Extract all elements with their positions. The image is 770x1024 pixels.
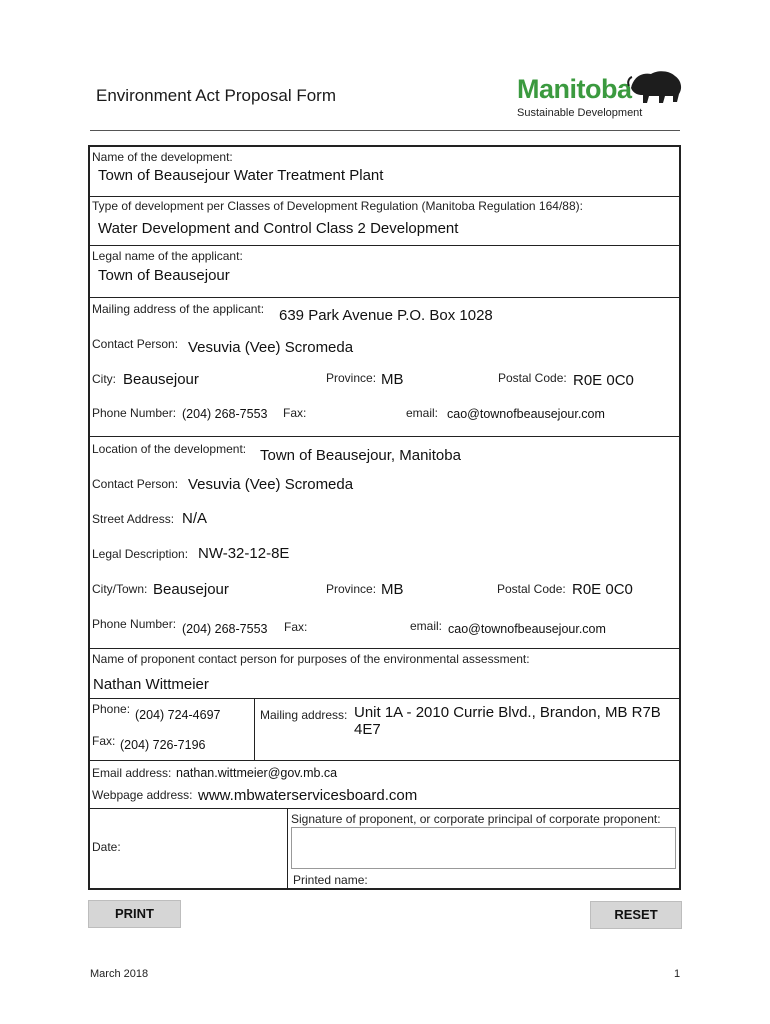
printed-name-label: Printed name: [293,873,368,887]
location-email-label: email: [410,619,443,633]
applicant-mailing-field[interactable]: 639 Park Avenue P.O. Box 1028 [279,307,493,324]
location-province-label: Province: [326,582,377,596]
location-province-field[interactable]: MB [381,581,404,598]
location-city-label: City/Town: [92,582,148,596]
divider [89,245,680,246]
applicant-legal-name-label: Legal name of the applicant: [92,249,243,263]
proponent-phone-field[interactable]: (204) 724-4697 [135,708,221,722]
page-title: Environment Act Proposal Form [96,86,336,105]
footer-date: March 2018 [90,968,149,980]
applicant-phone-label: Phone Number: [92,406,177,420]
location-phone-label: Phone Number: [92,617,177,631]
location-postal-label: Postal Code: [497,582,566,596]
development-type-field[interactable]: Water Development and Control Class 2 Development [98,220,459,237]
applicant-mailing-label: Mailing address of the applicant: [92,302,265,316]
print-button[interactable]: PRINT [88,900,181,928]
location-email-field[interactable]: cao@townofbeausejour.com [448,622,606,636]
development-name-label: Name of the development: [92,150,233,164]
proponent-phone-label: Phone: [92,702,131,716]
title-divider [90,130,680,131]
applicant-legal-name-field[interactable]: Town of Beausejour [98,267,230,284]
signature-label: Signature of proponent, or corporate principal of corporate proponent: [291,812,661,826]
proponent-email-field[interactable]: nathan.wittmeier@gov.mb.ca [176,766,338,780]
applicant-contact-label: Contact Person: [92,337,179,351]
applicant-postal-label: Postal Code: [498,371,567,385]
proponent-fax-label: Fax: [92,734,116,748]
location-postal-field[interactable]: R0E 0C0 [572,581,633,598]
applicant-email-label: email: [406,406,439,420]
proponent-email-label: Email address: [92,766,172,780]
logo-wordmark: Manitoba [517,74,632,104]
street-address-field[interactable]: N/A [182,510,208,527]
location-label: Location of the development: [92,442,247,456]
legal-description-label: Legal Description: [92,547,189,561]
development-type-label: Type of development per Classes of Development Regulation (Manitoba Regulation 164/88): [92,199,583,213]
reset-button[interactable]: RESET [590,901,682,929]
signature-field[interactable] [291,827,676,869]
column-divider [254,698,255,760]
applicant-city-label: City: [92,372,116,386]
applicant-province-field[interactable]: MB [381,371,404,388]
applicant-province-label: Province: [326,371,377,385]
legal-description-field[interactable]: NW-32-12-8E [198,545,290,562]
street-address-label: Street Address: [92,512,175,526]
manitoba-logo [515,66,685,122]
applicant-phone-field[interactable]: (204) 268-7553 [182,407,268,421]
proponent-mailing-field-line2[interactable]: 4E7 [354,721,381,738]
proponent-web-label: Webpage address: [92,788,193,802]
location-city-field[interactable]: Beausejour [153,581,229,598]
proponent-name-label: Name of proponent contact person for purposes of the environmental assessment: [92,652,530,666]
proponent-name-field[interactable]: Nathan Wittmeier [93,676,209,693]
proponent-fax-field[interactable]: (204) 726-7196 [120,738,206,752]
divider [89,648,680,649]
location-phone-field[interactable]: (204) 268-7553 [182,622,268,636]
bison-icon [627,68,685,106]
location-contact-field[interactable]: Vesuvia (Vee) Scromeda [188,476,354,493]
location-fax-label: Fax: [284,620,308,634]
proponent-web-field[interactable]: www.mbwaterservicesboard.com [198,787,418,804]
location-field[interactable]: Town of Beausejour, Manitoba [260,447,461,464]
applicant-email-field[interactable]: cao@townofbeausejour.com [447,407,605,421]
divider [89,436,680,437]
development-name-field[interactable]: Town of Beausejour Water Treatment Plant [98,167,384,184]
divider [89,698,680,699]
divider [89,760,680,761]
proponent-mailing-label: Mailing address: [260,708,348,722]
date-label: Date: [92,840,121,854]
applicant-fax-label: Fax: [283,406,307,420]
applicant-contact-field[interactable]: Vesuvia (Vee) Scromeda [188,339,354,356]
applicant-postal-field[interactable]: R0E 0C0 [573,372,634,389]
page-number: 1 [674,968,681,980]
divider [89,808,680,809]
location-contact-label: Contact Person: [92,477,179,491]
column-divider [287,808,288,890]
logo-subtitle: Sustainable Development [517,107,643,119]
proponent-mailing-field-line1[interactable]: Unit 1A - 2010 Currie Blvd., Brandon, MB R7B [354,704,661,721]
applicant-city-field[interactable]: Beausejour [123,371,199,388]
divider [89,196,680,197]
divider [89,297,680,298]
